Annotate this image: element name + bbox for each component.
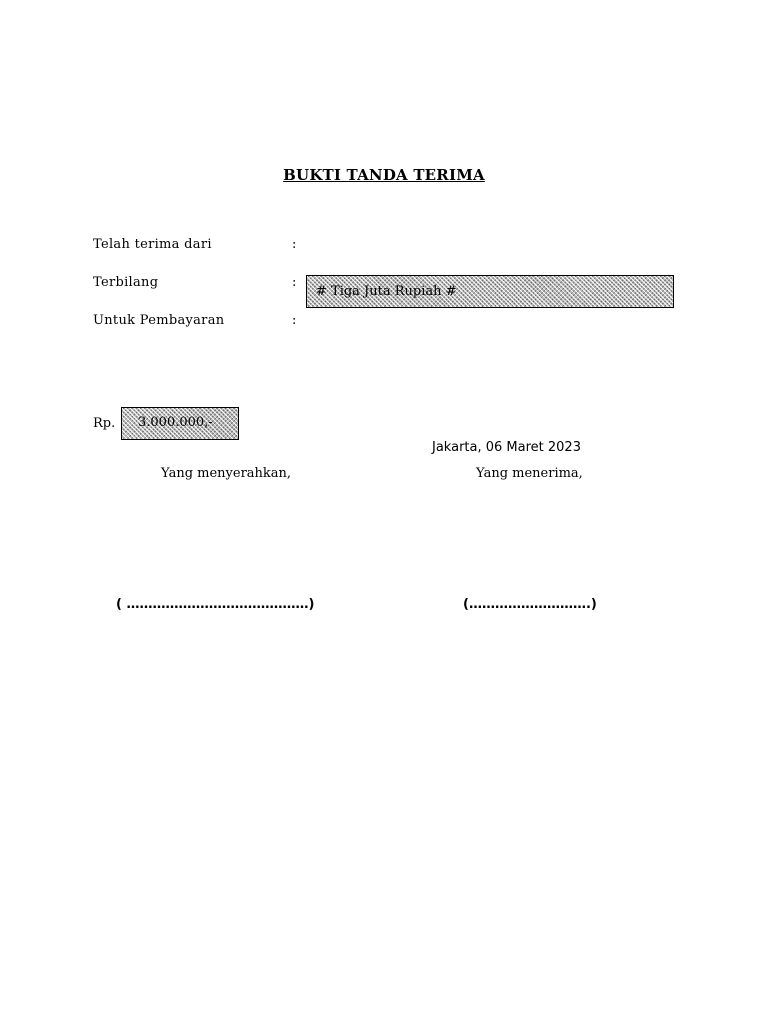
place-date: Jakarta, 06 Maret 2023 [432,440,581,455]
received-from-colon: : [292,237,297,252]
giver-label: Yang menyerahkan, [161,466,292,481]
currency-label: Rp. [93,416,116,431]
payment-for-colon: : [292,313,297,328]
spelled-amount-label: Terbilang [93,275,159,290]
giver-signature-line: ( ……………………………………) [116,597,315,612]
receiver-signature-line: (……………………….) [463,597,597,612]
spelled-amount-box: # Tiga Juta Rupiah # [306,275,674,308]
amount-box: 3.000.000,- [121,407,239,440]
receiver-label: Yang menerima, [476,466,583,481]
spelled-amount-colon: : [292,275,297,290]
received-from-label: Telah terima dari [93,237,212,252]
payment-for-label: Untuk Pembayaran [93,313,225,328]
document-title: BUKTI TANDA TERIMA [283,166,485,184]
